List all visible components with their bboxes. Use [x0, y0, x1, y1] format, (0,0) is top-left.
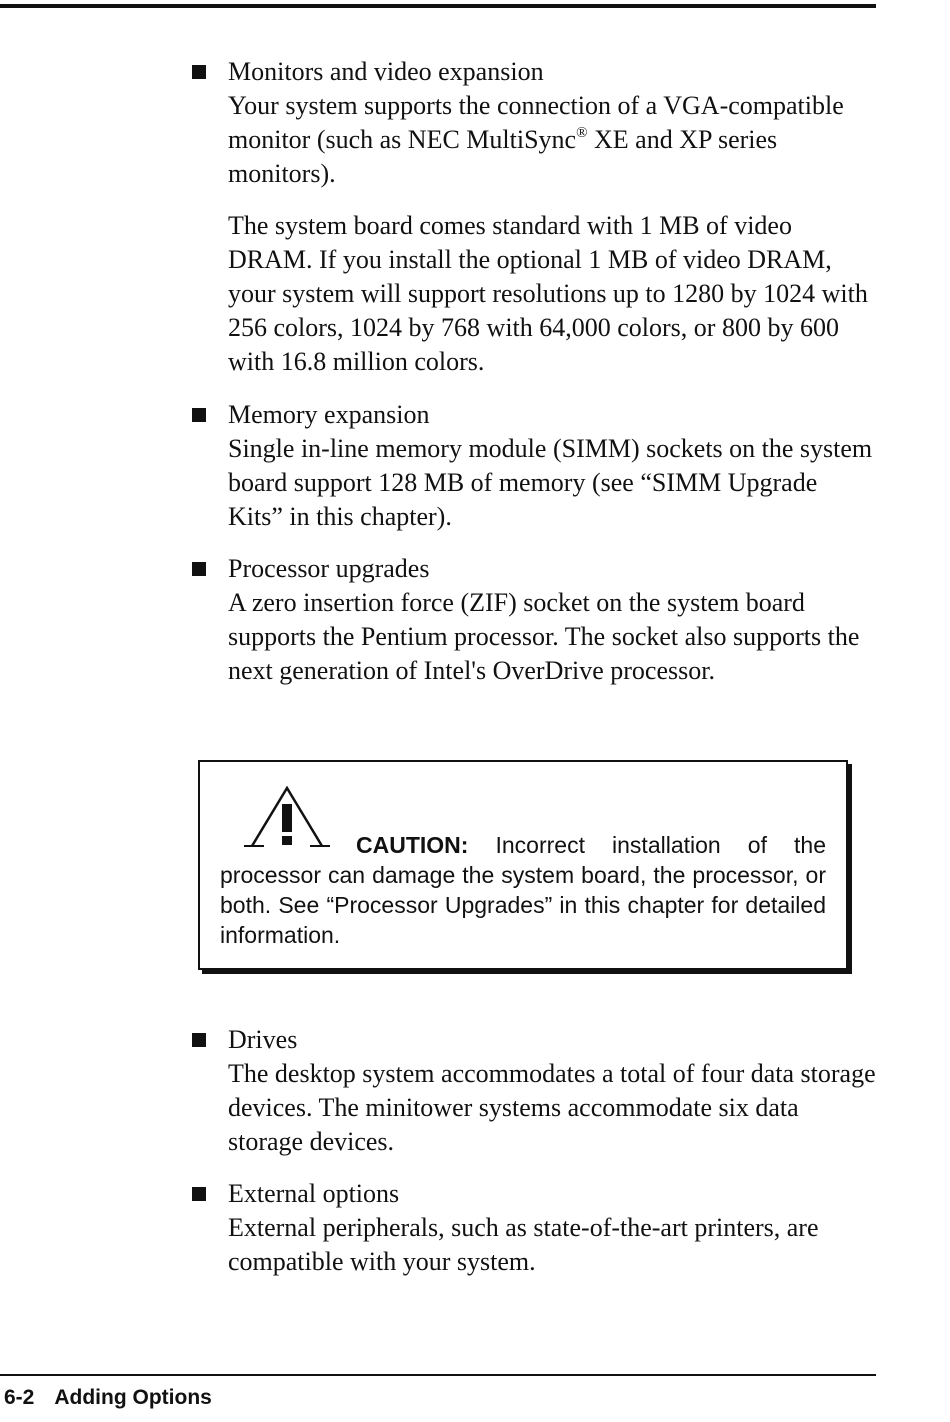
caution-text: Incorrect installation of the processor can damage the system board, the processor, or both. See “Processor Upgrades” in this chapter for detailed information. — [220, 832, 826, 948]
item-heading: Drives — [228, 1025, 298, 1054]
item-heading: Memory expansion — [228, 400, 430, 429]
registered-mark: ® — [576, 125, 588, 141]
bullet-icon — [192, 1033, 206, 1047]
item-text: Single in-line memory module (SIMM) sockets on the system board support 128 MB of memory (see “SIMM Upgrade Kits” in this chapter). — [228, 434, 873, 531]
bullet-icon — [192, 408, 206, 422]
page-number: 6-2 — [4, 1386, 35, 1409]
page-footer — [4, 1386, 212, 1410]
bullet-icon — [192, 65, 206, 79]
bullet-icon — [192, 1187, 206, 1201]
item-text-secondary: The system board comes standard with 1 MB of video DRAM. If you install the optional 1 MB of video DRAM, your system will support resolutions up to 1280 by 1024 with 256 colors, 1024 by 768 with 64,000 colors, or 800 by 600 with 16.8 million colors. — [228, 211, 868, 376]
caution-label: CAUTION: — [356, 832, 469, 858]
caution-box — [198, 760, 848, 970]
bullet-icon — [192, 562, 206, 576]
item-heading: Monitors and video expansion — [228, 57, 544, 86]
section-title: Adding Options — [54, 1386, 212, 1409]
list-item-external — [228, 1177, 878, 1279]
item-heading: Processor upgrades — [228, 554, 430, 583]
item-text — [228, 89, 878, 191]
item-text-part: Your system supports the connection of a VGA-compatible monitor (such as NEC MultiSync — [228, 91, 844, 154]
top-rule — [0, 4, 876, 8]
item-text-part: XE and XP series monitors). — [228, 125, 778, 188]
list-item-processor — [228, 552, 878, 688]
list-item-drives — [228, 1023, 878, 1159]
list-item-monitors — [228, 55, 878, 379]
item-text: External peripherals, such as state-of-the-art printers, are compatible with your system. — [228, 1213, 819, 1276]
item-text: The desktop system accommodates a total of four data storage devices. The minitower systems accommodate six data storage devices. — [228, 1059, 876, 1156]
item-heading: External options — [228, 1179, 400, 1208]
item-text: A zero insertion force (ZIF) socket on the system board supports the Pentium processor. The socket also supports the next generation of Intel's OverDrive processor. — [228, 588, 860, 685]
caution-message — [220, 830, 826, 950]
list-item-memory — [228, 398, 878, 534]
bottom-rule — [0, 1374, 876, 1376]
